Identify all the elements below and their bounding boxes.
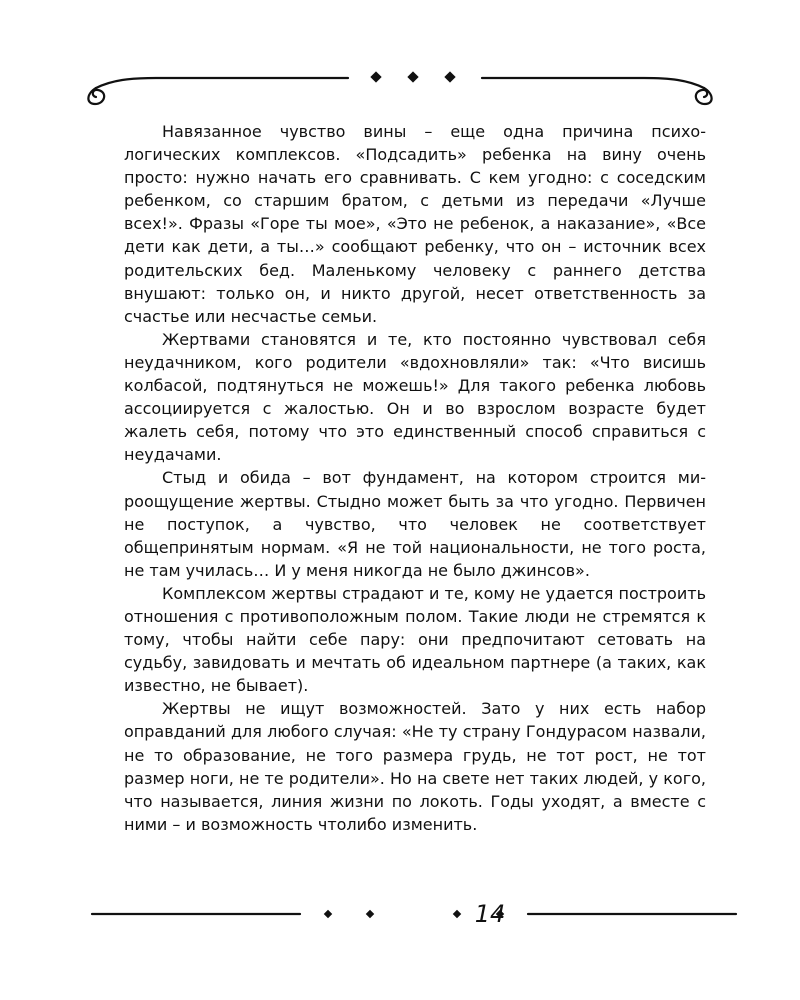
header-ornament bbox=[78, 58, 722, 108]
paragraph: Комплексом жертвы страдают и те, кому не удается построить отношения с противоположным полом. Такие люди не стремятся к тому, чтобы найти себе пару: они предпочитают сетовать на судьбу, завидовать и мечтать об идеальном партнере (а таких, как известно, не бывает). bbox=[124, 583, 706, 696]
page-footer bbox=[90, 898, 738, 934]
paragraph: Жертвы не ищут возможностей. Зато у них есть набор оправданий для любого случая: «Не ту страну Гондурасом назвали, не то образование, не того размера грудь, не тот рост, не тот размер ноги, не те родители». Но на свете нет таких людей, у кого, что называется, линия жизни по локоть. Годы уходят, а вместе с ними – и возможность чтолибо изменить. bbox=[124, 699, 706, 834]
diamond-ornament bbox=[324, 910, 332, 918]
footer-ornament bbox=[90, 898, 738, 934]
diamond-ornament bbox=[444, 71, 455, 82]
paragraph: Жертвами становятся и те, кто постоянно чувствовал себя неудачником, кого родители «вдохновляли» так: «Что висишь колбасой, подтянуться не можешь!» Для такого ребенка любовь ассоциируется с жалостью. Он и во взрослом возрасте будет жалеть себя, потому что это единственный способ справиться с неудачами. bbox=[124, 329, 706, 465]
main-text bbox=[124, 120, 706, 836]
diamond-ornament bbox=[370, 71, 381, 82]
page-number: 14 bbox=[474, 900, 506, 928]
diamond-ornament bbox=[366, 910, 374, 918]
diamond-ornament bbox=[407, 71, 418, 82]
paragraph: Стыд и обида – вот фундамент, на котором строится мироощущение жертвы. Стыдно может быть за что угодно. Первичен не поступок, а чувство, что человек не соответствует общепринятым нормам. «Я не той национальности, не того роста, не там училась… И у меня никогда не было джинсов». bbox=[124, 468, 706, 580]
left-rule bbox=[96, 78, 348, 88]
right-swirl bbox=[696, 88, 712, 104]
paragraph: Навязанное чувство вины – еще одна причина психологических комплексов. «Подсадить» ребенка на вину очень просто: нужно начать его сравнивать. С кем угодно: с соседским ребенком, со старшим братом, с детьми из передачи «Лучше всех!». Фразы «Горе ты мое», «Это не ребенок, а наказание», «Все дети как дети, а ты…» сообщают ребенку, что он – источник всех родительских бед. Маленькому человеку с раннего детства внушают: только он, и никто другой, несет ответственность за счастье или несчастье семьи. bbox=[124, 122, 706, 326]
right-rule bbox=[482, 78, 704, 88]
diamond-ornament bbox=[453, 910, 461, 918]
left-swirl bbox=[88, 88, 104, 104]
